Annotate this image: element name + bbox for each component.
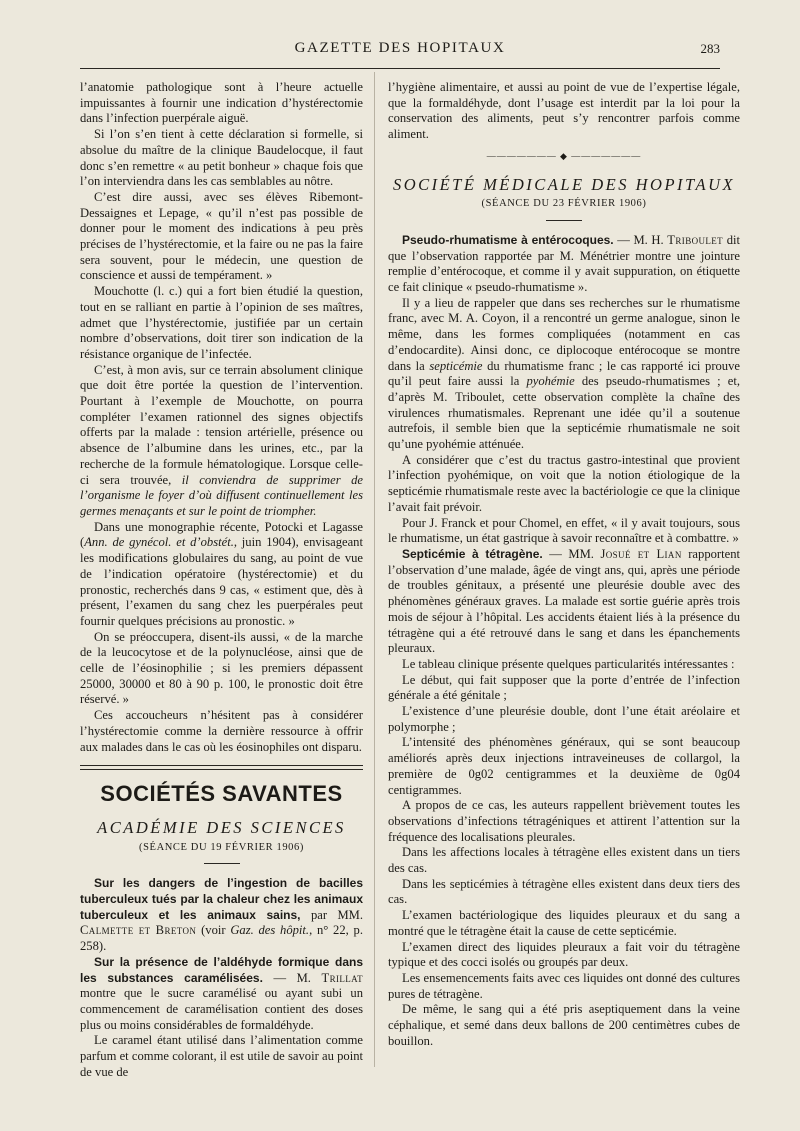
communication-paragraph xyxy=(388,233,740,296)
section-title: SOCIÉTÉS SAVANTES xyxy=(100,781,343,807)
header-rule xyxy=(80,68,720,69)
body-paragraph: Dans les septicémies à tétragène elles existent dans deux tiers des cas. xyxy=(388,876,740,907)
body-paragraph: On se préoccupera, disent-ils aussi, « de la marche de la leucocytose et de la polynucléose, ainsi que de celle de l’éosinophilie ; si les premiers dépassent 25000, 30000 et 80 à 90 p. 100, le pronostic doit être réservé. » xyxy=(80,629,363,707)
text-run: montre que le sucre caramélisé ou ayant subi un commencement de caramélisation contient des doses plus ou moins considérables de formaldéhyde. xyxy=(80,986,363,1032)
body-paragraph: Mouchotte (l. c.) qui a fort bien étudié la question, tout en se ralliant en partie à l’opinion de ses maîtres, admet que l’hystérectomie, justifiée par un certain nombre d’observations, doit tirer son indication de la résistance organique de l’infectée. xyxy=(80,284,363,361)
communication-paragraph xyxy=(80,876,363,955)
body-paragraph: Le début, qui fait supposer que la porte d’entrée de l’infection générale a été génitale ; xyxy=(388,672,740,703)
body-paragraph: C’est dire aussi, avec ses élèves Ribemont-Dessaignes et Lepage, « qu’il n’est pas possible de donner pour le moment des indications à peu près précises de l’hystérectomie, et la faire ou ne pas la faire sera souvent, pour le médecin, une question de conscience et aussi de tempérament. » xyxy=(80,189,363,283)
citation: Gaz. des hôpit. xyxy=(230,923,310,938)
body-paragraph: L’examen direct des liquides pleuraux a fait voir du tétragène typique et des cocci isolés ou groupés par deux. xyxy=(388,939,740,970)
body-paragraph: Dans les affections locales à tétragène elles existent dans un tiers des cas. xyxy=(388,845,740,876)
text-run: Dans une monographie récente, Potocki et Lagasse ( xyxy=(80,519,363,550)
body-paragraph: Pour J. Franck et pour Chomel, en effet, « il y avait toujours, sous le rhumatisme, un état gastrique à savoir reconnaître et à combattre. » xyxy=(388,515,740,546)
text-run: — M. xyxy=(262,970,322,985)
body-paragraph xyxy=(80,363,363,520)
body-paragraph: L’examen bactériologique des liquides pleuraux et du sang a montré que le tétragène était la cause de cette septicémie. xyxy=(388,908,740,938)
society-title: SOCIÉTÉ MÉDICALE DES HOPITAUX xyxy=(392,174,736,194)
body-paragraph xyxy=(388,296,740,453)
communication-paragraph xyxy=(80,955,363,1034)
body-paragraph xyxy=(80,520,363,630)
text-run: , n° 22, p. 258). xyxy=(80,923,363,954)
text-run: — M. H. xyxy=(613,232,668,247)
author-names: Calmette et Breton xyxy=(80,923,197,938)
short-rule xyxy=(546,220,582,221)
body-paragraph: L’existence d’une pleurésie double, dont l’une était aréolaire et polymorphe ; xyxy=(388,704,740,734)
body-paragraph: Le caramel étant utilisé dans l’alimentation comme parfum et comme colorant, il est utile de savoir au point de vue de xyxy=(80,1033,363,1079)
body-paragraph: Le tableau clinique présente quelques particularités intéressantes : xyxy=(402,656,735,671)
page-number: 283 xyxy=(700,41,720,56)
page-header xyxy=(80,40,720,62)
text-run: des pseudo-rhumatismes ; et, d’après M. Triboulet, cette observation complète la chaîne des virulences rhumatismales. Reprenant une idée qu’il a soutenue autrefois, il semble bien que la septicémie rhumatismale ne soit qu’une pyohémie atténuée. xyxy=(388,374,740,452)
body-paragraph: Les ensemencements faits avec ces liquides ont donné des cultures pures de tétragène. xyxy=(388,970,740,1001)
body-paragraph: Ces accoucheurs n’hésitent pas à considérer l’hystérectomie comme la dernière ressource à offrir aux malades dans le cas où les éosinophiles ont disparu. xyxy=(80,708,363,754)
session-date: (SÉANCE DU 23 FÉVRIER 1906) xyxy=(481,198,647,210)
text-run: — MM. xyxy=(542,546,601,561)
text-run: dit que l’observation rapportée par M. Ménétrier montre une jointure remplie d’entérocoque, et comme il y avait suppuration, on étiquette ce fait clinique « pseudo-rhumatisme ». xyxy=(388,232,740,295)
section-rule xyxy=(80,765,363,770)
right-column xyxy=(388,80,740,1049)
body-paragraph: A propos de ce cas, les auteurs rappellent brièvement toutes les observations d’infections tétragéniques et attirent l’attention sur la fréquence des localisations pleurales. xyxy=(388,798,740,844)
session-date: (SÉANCE DU 19 FÉVRIER 1906) xyxy=(139,841,304,853)
body-paragraph: Si l’on s’en tient à cette déclaration si formelle, si absolue du maître de la clinique Baudelocque, il faut donc s’en remettre « au petit bonheur » chaque fois que l’on interviendra dans les cas semblables au nôtre. xyxy=(80,127,363,189)
running-title: GAZETTE DES HOPITAUX xyxy=(294,40,506,56)
citation: Ann. de gynécol. et d’obstét. xyxy=(84,535,234,550)
communication-heading: Sur la présence de l’aldéhyde formique dans les substances caramélisées. xyxy=(80,954,363,985)
society-title: ACADÉMIE DES SCIENCES xyxy=(97,817,346,837)
ornament-rule: ——————— ◆ ——————— xyxy=(486,150,642,161)
italic-quote: il conviendra de supprimer de l’organisme le foyer d’où diffusent continuellement les germes menaçants et sur le point de triompher. xyxy=(80,472,363,518)
body-paragraph: l’anatomie pathologique sont à l’heure actuelle impuissantes à fournir une indication d’hystérectomie dans l’infection puerpérale aiguë. xyxy=(80,80,363,126)
communication-heading: Septicémie à tétragène. xyxy=(402,546,543,561)
column-divider xyxy=(374,72,375,1067)
body-paragraph: A considérer que c’est du tractus gastro-intestinal que provient l’infection pyohémique, on voit que la notion étiologique de la septicémie rhumatismale reste avec la bactériologie ce que la clinique l’avait fait prévoir. xyxy=(388,452,740,514)
author-names: Triboulet xyxy=(667,232,724,247)
italic-term: pyohémie xyxy=(526,374,575,389)
body-paragraph: l’hygiène alimentaire, et aussi au point de vue de l’expertise légale, que la formaldéhyde, dont l’usage est interdit par la loi pour la conservation des aliments, peut s’y rencontrer parfois comme aliment. xyxy=(388,80,740,142)
communication-heading: Pseudo-rhumatisme à entérocoques. xyxy=(402,232,614,247)
left-column xyxy=(80,80,363,1080)
author-names: Trillat xyxy=(321,970,363,985)
body-paragraph: L’intensité des phénomènes généraux, qui se sont beaucoup améliorés après deux injections intraveineuses de collargol, la première de 0g02 centigrammes et la deuxième de 0g04 centigrammes. xyxy=(388,735,740,797)
text-run: (voir xyxy=(196,923,231,938)
text-run: rapportent l’observation d’une malade, âgée de vingt ans, qui, après une période de troubles génitaux, a présenté une pleurésie double avec des phénomènes généraux graves. La malade est sortie guérie après trois mois de séjour à l’hôpital. Les accidents étaient liés à la présence du tétragène qui a été retrouvé dans le sang et dans les épanchements pleuraux. xyxy=(388,546,740,656)
text-run: , juin 1904), envisageant les modifications globulaires du sang, au point de vue de l’indication opératoire (hystérectomie) et du pronostic, recherchés dans 9 cas, « estiment que, dès à présent, l’examen du sang chez les puerpérales peut fournir quelques précisions au pronostic. » xyxy=(80,535,363,628)
italic-term: septicémie xyxy=(429,358,483,373)
text-run: C’est, à mon avis, sur ce terrain absolument clinique que doit être portée la question de l’intervention. Pourtant à l’exemple de Mouchotte, on pourra compléter l’examen rationnel des signes objectifs offerts par la malade : tension artérielle, présence ou absence de l’albumine dans les urines, etc., par la recherche de la formule hématologique. Lorsque celle-ci sera trouvée, xyxy=(80,362,363,487)
text-run: du rhumatisme franc ; le cas rapporté ici prouve qu’il peut faire aussi la xyxy=(388,358,740,389)
body-paragraph: De même, le sang qui a été pris aseptiquement dans la veine céphalique, et semé dans deux ballons de 200 centimètres cubes de bouillon. xyxy=(388,1002,740,1048)
short-rule xyxy=(204,863,240,864)
text-run: Il y a lieu de rappeler que dans ses recherches sur le rhumatisme franc, avec M. A. Coyon, il a rencontré un germe analogue, sinon le même, dans les formes compliquées (notamment en cas d’endocardite). Ainsi donc, ce diplocoque entérocoque se montre dans la xyxy=(388,295,740,373)
communication-paragraph xyxy=(388,547,740,657)
communication-heading: Sur les dangers de l’ingestion de bacilles tuberculeux tués par la chaleur chez les animaux tuberculeux et les animaux sains, xyxy=(80,876,363,922)
text-run: par MM. xyxy=(300,907,363,922)
author-names: Josué et Lian xyxy=(600,546,682,561)
